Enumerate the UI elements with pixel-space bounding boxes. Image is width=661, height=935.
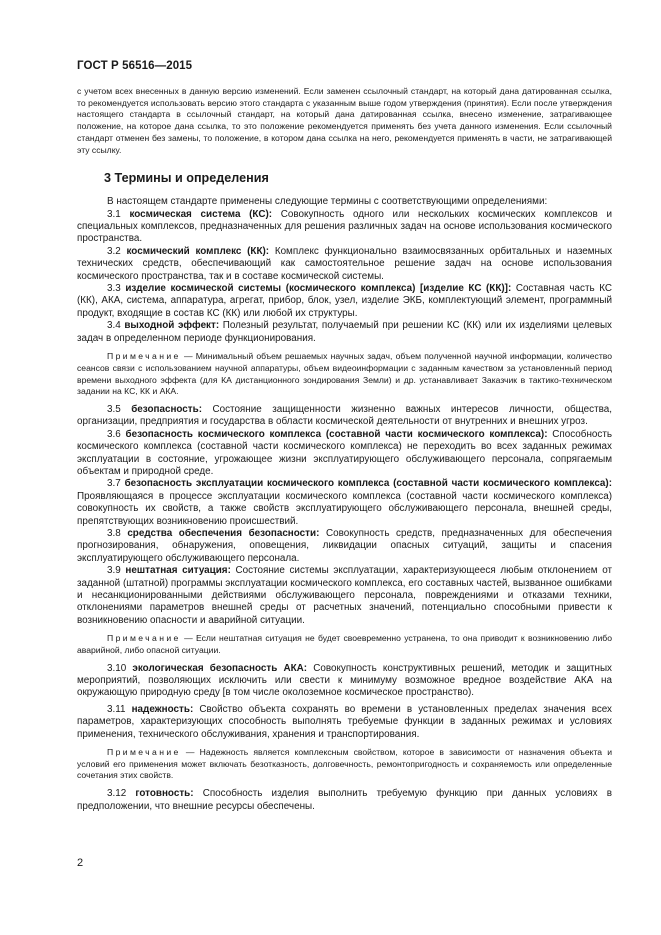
term-3-7: 3.7 безопасность эксплуатации космического комплекса (составной части космического комплекса): Проявляющаяся в процессе эксплуатации космического комплекса (составной части космического комплекса) совокупность их свойств, а также свойств эксплуатирующего обслуживающего персонала, внешней среды, препятствующих возникновению происшествий.	[77, 478, 612, 527]
term-3-11: 3.11 надежность: Свойство объекта сохранять во времени в установленных пределах значения всех параметров, характеризующих способность выполнять требуемые функции в заданных режимах и условиях применения, технического обслуживания, хранения и транспортирования.	[77, 703, 612, 740]
term-3-9: 3.9 нештатная ситуация: Состояние системы эксплуатации, характеризующееся любым отклонением от заданной (штатной) программы эксплуатации космического комплекса, его составных частей, вызванное ошибками и несанкционированными действиями обслуживающего персонала, повреждениями и отказами техники, отклонениями параметров внешней среды от расчетных значений, потенциально способными привести к возникновению опасности и аварийной ситуации.	[77, 565, 612, 626]
note-3: Примечание — Надежность является комплексным свойством, которое в зависимости от назначения объекта и условий его применения может включать безотказность, долговечность, ремонтопригодность и сохраняемость или определенные сочетания этих свойств.	[77, 747, 613, 781]
page-content	[77, 86, 612, 813]
term-name: надежность:	[131, 703, 194, 715]
intro-paragraph: с учетом всех внесенных в данную версию изменений. Если заменен ссылочный стандарт, на который дана датированная ссылка, то рекомендуется использовать версию этого стандарта с указанным выше годом утверждения (принятия). Если после утверждения настоящего стандарта в ссылочный стандарт, на который дана датированная ссылка, внесено изменение, затрагивающее положение, на которое дана ссылка, то это положение рекомендуется применять без учета данного изменения. Если ссылочный стандарт отменен без замены, то положение, в котором дана ссылка на него, рекомендуется применять в части, не затрагивающей эту ссылку.	[77, 86, 612, 155]
note-2: Примечание — Если нештатная ситуация не будет своевременно устранена, то она приводит к возникновению либо аварийной, либо опасной ситуации.	[77, 633, 612, 655]
note-1: Примечание — Минимальный объем решаемых научных задач, объем полученной научной информации, количество сеансов связи с использованием научной аппаратуры, объем видеоинформации с заданным качеством за установленный период времени выходного эффекта (для КА дистанционного зондирования Земли) и др. устанавливает Заказчик в тактико-техническом задании на КС, КК и АКА.	[77, 351, 612, 397]
standard-header: ГОСТ Р 56516—2015	[77, 60, 193, 72]
term-3-2: 3.2 космический комплекс (КК): Комплекс функционально взаимосвязанных орбитальных и наземных технических средств, обеспечивающий как самостоятельное решение задач на основе использования космического пространства, так и в составе космической системы.	[77, 245, 613, 282]
term-name: безопасность космического комплекса (составной части космического комплекса):	[125, 428, 548, 440]
term-name: нештатная ситуация:	[125, 565, 231, 577]
term-name: космическая система (КС):	[129, 208, 273, 220]
term-name: готовность:	[135, 788, 194, 800]
term-name: экологическая безопасность АКА:	[132, 662, 308, 674]
note-label: Примечание	[107, 633, 181, 644]
term-name: безопасность:	[131, 403, 202, 415]
note-label: Примечание	[107, 351, 181, 362]
term-name: средства обеспечения безопасности:	[127, 527, 320, 539]
term-3-8: 3.8 средства обеспечения безопасности: Совокупность средств, предназначенных для обеспечения прогнозирования, обнаружения, оповещения, ликвидации опасных ситуаций, защиты и спасения эксплуатирующего обслуживающего персонала.	[77, 527, 612, 564]
term-3-4: 3.4 выходной эффект: Полезный результат, получаемый при решении КС (КК) или их изделиями целевых задач в определенном периоде функционирования.	[77, 320, 612, 344]
term-3-6: 3.6 безопасность космического комплекса (составной части космического комплекса): Способность космического комплекса (составной части космического комплекса) не переходить во всех заданных режимах эксплуатации в состояние, угрожающее жизни эксплуатирующего обслуживающего персонала, сопрягаемым объектам и природной среде.	[77, 428, 612, 477]
section-intro: В настоящем стандарте применены следующие термины с соответствующими определениями:	[107, 196, 548, 208]
term-name: изделие космической системы (космического комплекса) [изделие КС (КК)]:	[125, 283, 512, 295]
term-name: выходной эффект:	[124, 320, 220, 332]
page-number: 2	[77, 857, 84, 869]
term-3-12: 3.12 готовность: Способность изделия выполнить требуемую функцию при данных условиях в предположении, что внешние ресурсы обеспечены.	[77, 788, 612, 812]
term-3-5: 3.5 безопасность: Состояние защищенности жизненно важных интересов личности, общества, организации, предприятия и государства в области космической деятельности от внутренних и внешних угроз.	[77, 403, 612, 428]
term-3-3: 3.3 изделие космической системы (космического комплекса) [изделие КС (КК)]: Составная часть КС (КК), АКА, система, аппаратура, агрегат, прибор, блок, узел, изделие ЭКБ, комплектующий элемент, программный продукт, входящие в состав КС (КК) или любой их структуры.	[77, 283, 612, 319]
term-name: безопасность эксплуатации космического комплекса (составной части космического комплекса):	[124, 478, 612, 490]
term-name: космический комплекс (КК):	[126, 245, 270, 257]
section-title: 3 Термины и определения	[104, 171, 269, 186]
term-3-10: 3.10 экологическая безопасность АКА: Совокупность конструктивных решений, методик и защитных мероприятий, позволяющих исключить или свести к минимуму возможное вредное воздействие АКА на окружающую природную среду [в том числе околоземное космическое пространство).	[77, 662, 612, 699]
note-label: Примечание	[107, 747, 181, 758]
term-3-1: 3.1 космическая система (КС): Совокупность одного или нескольких космических комплексов и специальных комплексов, предназначенных для решения различных задач на основе использования космического пространства.	[77, 208, 613, 245]
